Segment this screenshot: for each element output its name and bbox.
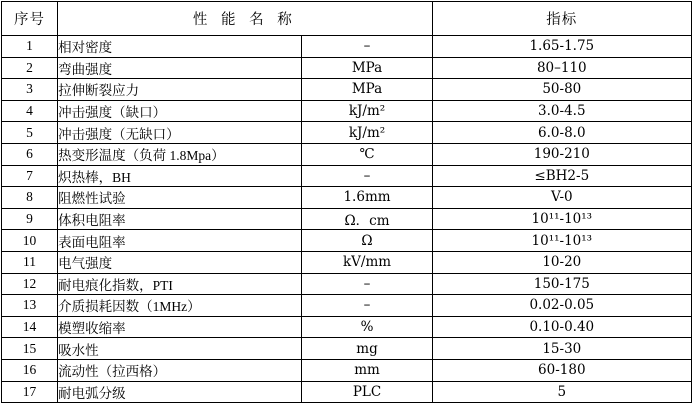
row-value: 60-180 [432,359,691,381]
row-value: 6.0-8.0 [432,122,691,144]
row-unit: – [302,36,432,58]
row-property-name: 模塑收缩率 [58,316,302,338]
row-property-name: 耐电弧分级 [58,381,302,403]
table-row [2,100,692,122]
row-number: 5 [2,122,58,144]
table-row [2,143,692,165]
row-unit: MPa [302,57,432,79]
row-property-name: 炽热棒，BH [58,165,302,187]
table-row [2,359,692,381]
row-unit: ℃ [302,143,432,165]
row-property-name: 介质损耗因数（1MHz） [58,295,302,317]
specification-table [1,1,692,403]
row-unit: PLC [302,381,432,403]
table-row [2,36,692,58]
row-number: 10 [2,230,58,252]
row-value: 5 [432,381,691,403]
row-value: 0.02-0.05 [432,295,691,317]
row-value: V-0 [432,187,691,209]
row-value: 3.0-4.5 [432,100,691,122]
row-unit: Ω．cm [302,208,432,230]
column-header-name: 性 能 名 称 [58,2,433,36]
row-value: 10¹¹-10¹³ [432,230,691,252]
row-number: 13 [2,295,58,317]
row-unit: mm [302,359,432,381]
table-row [2,230,692,252]
row-property-name: 吸水性 [58,338,302,360]
spec-sheet [0,1,693,405]
row-property-name: 体积电阻率 [58,208,302,230]
row-value: 190-210 [432,143,691,165]
row-number: 8 [2,187,58,209]
row-unit: Ω [302,230,432,252]
table-row [2,295,692,317]
row-unit: – [302,165,432,187]
row-property-name: 电气强度 [58,251,302,273]
row-value: 1.65-1.75 [432,36,691,58]
row-unit: kV/mm [302,251,432,273]
column-header-value: 指标 [432,2,691,36]
row-unit: kJ/m² [302,100,432,122]
column-header-no: 序号 [2,2,58,36]
row-number: 17 [2,381,58,403]
row-number: 9 [2,208,58,230]
table-row [2,208,692,230]
row-value: 10-20 [432,251,691,273]
row-property-name: 冲击强度（缺口） [58,100,302,122]
table-row [2,381,692,403]
row-value: 50-80 [432,79,691,101]
row-unit: – [302,273,432,295]
row-value: 150-175 [432,273,691,295]
row-number: 15 [2,338,58,360]
row-number: 4 [2,100,58,122]
row-property-name: 冲击强度（无缺口） [58,122,302,144]
row-unit: % [302,316,432,338]
row-number: 3 [2,79,58,101]
row-property-name: 表面电阻率 [58,230,302,252]
row-value: ≤BH2-5 [432,165,691,187]
row-number: 2 [2,57,58,79]
row-property-name: 拉伸断裂应力 [58,79,302,101]
row-unit: MPa [302,79,432,101]
row-number: 1 [2,36,58,58]
table-row [2,79,692,101]
table-row [2,273,692,295]
row-property-name: 热变形温度（负荷 1.8Mpa） [58,143,302,165]
table-row [2,122,692,144]
row-value: 15-30 [432,338,691,360]
row-number: 12 [2,273,58,295]
row-number: 7 [2,165,58,187]
table-row [2,187,692,209]
table-row [2,316,692,338]
row-unit: mg [302,338,432,360]
table-row [2,57,692,79]
row-property-name: 阻燃性试验 [58,187,302,209]
table-row [2,338,692,360]
row-property-name: 耐电痕化指数，PTI [58,273,302,295]
row-unit: 1.6mm [302,187,432,209]
row-number: 14 [2,316,58,338]
row-number: 6 [2,143,58,165]
row-value: 80–110 [432,57,691,79]
row-property-name: 流动性（拉西格） [58,359,302,381]
table-row [2,165,692,187]
row-unit: kJ/m² [302,122,432,144]
row-value: 0.10-0.40 [432,316,691,338]
row-number: 11 [2,251,58,273]
table-header-row [2,2,692,36]
row-number: 16 [2,359,58,381]
row-unit: – [302,295,432,317]
table-row [2,251,692,273]
row-property-name: 弯曲强度 [58,57,302,79]
row-value: 10¹¹-10¹³ [432,208,691,230]
row-property-name: 相对密度 [58,36,302,58]
